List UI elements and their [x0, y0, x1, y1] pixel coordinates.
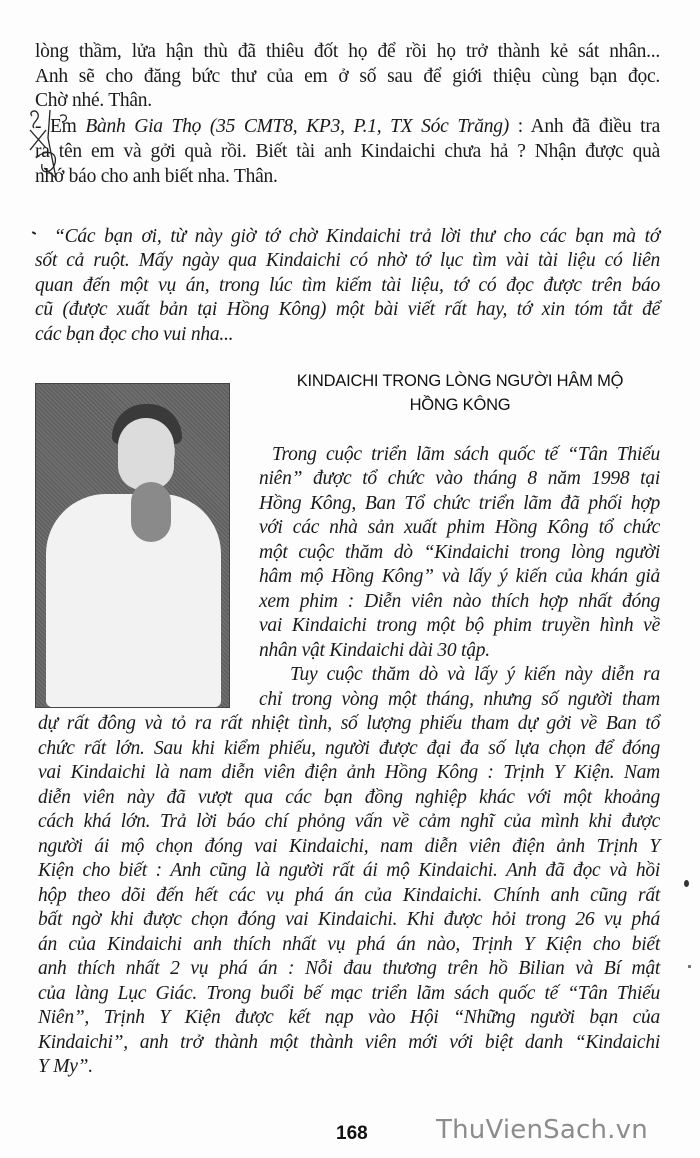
reply-text: : Anh đã điều tra [508, 116, 660, 137]
margin-speck [684, 880, 689, 887]
article-line: anh thích nhất 2 vụ phá án : Nỗi đau thương trên hồ Bilian và Bí mật [38, 958, 660, 979]
article-line: cách khá lớn. Trả lời báo chí phỏng vấn về cảm nghĩ của mình khi được [38, 811, 660, 832]
article-line: chức rất lớn. Sau khi kiểm phiếu, người được đại đa số lựa chọn để đóng [38, 738, 660, 759]
photo-hand [131, 482, 171, 542]
article-column-line: hâm mộ Hồng Kông” và lấy ý kiến của khán giả [259, 566, 660, 587]
article-line: người ái mộ chọn đóng vai Kindaichi, nam diễn viên điện ảnh Trịnh Y [38, 836, 660, 857]
reply-line-2: ra tên em và gởi quà rồi. Biết tài anh Kindaichi chưa hả ? Nhận được quà [35, 141, 660, 162]
editor-note-line: “Các bạn ơi, từ này giờ tớ chờ Kindaichi trả lời thư cho các bạn mà tớ [54, 226, 660, 247]
editor-note-line: sốt cả ruột. Mấy ngày qua Kindaichi có nhờ tớ lục tìm vài tài liệu có liên [35, 250, 660, 271]
article-line: Kindaichi”, anh trở thành một thành viên mới với biệt danh “Kindaichi [38, 1032, 660, 1053]
article-column-line: nhân vật Kindaichi dài 30 tập. [259, 640, 490, 661]
margin-mark-icon [32, 231, 36, 235]
article-column-line: Trong cuộc triển lãm sách quốc tế “Tân Thiếu [272, 444, 660, 465]
article-line: của làng Lục Giác. Trong buổi bế mạc triển lãm sách quốc tế “Tân Thiếu [38, 983, 660, 1004]
editor-note-line: các bạn đọc cho vui nha... [35, 324, 234, 345]
page-number: 168 [336, 1123, 368, 1144]
article-column-line: niên” được tổ chức vào tháng 8 năm 1998 tại [259, 468, 660, 489]
article-column-line: chỉ trong vòng một tháng, nhưng số người tham [259, 689, 660, 710]
photo-face [118, 418, 174, 490]
intro-line: Chờ nhé. Thân. [35, 90, 152, 111]
editor-note-line: cũ (được xuất bản tại Hồng Kông) một bài viết rất hay, tớ xin tóm tắt để [35, 299, 660, 320]
article-line: dự rất đông và tỏ ra rất nhiệt tình, số lượng phiếu tham dự gởi về Ban tổ [38, 713, 660, 734]
reply-line-1 [35, 115, 660, 139]
margin-speck [688, 965, 691, 968]
article-title-line-1: KINDAICHI TRONG LÒNG NGƯỜI HÂM MỘ [296, 372, 624, 390]
watermark: ThuVienSach.vn [436, 1115, 648, 1145]
actor-photo [35, 383, 230, 708]
intro-line: lòng thầm, lửa hận thù đã thiêu đốt họ để rồi họ trở thành kẻ sát nhân... [35, 41, 660, 62]
article-line: bất ngờ khi được chọn đóng vai Kindaichi. Khi được hỏi trong 26 vụ phá [38, 909, 660, 930]
article-column-line: Tuy cuộc thăm dò và lấy ý kiến này diễn ra [290, 664, 660, 685]
article-column-line: vai Kindaichi trong một bộ phim truyền hình về [259, 615, 660, 636]
article-line: Kiện cho biết : Anh cũng là người rất ái mộ Kindaichi. Anh đã đọc và hồi [38, 860, 660, 881]
article-line: hộp theo dõi đến hết các vụ phá án của Kindaichi. Chính anh cũng rất [38, 885, 660, 906]
article-line: vai Kindaichi là nam diễn viên điện ảnh Hồng Kông : Trịnh Y Kiện. Nam [38, 762, 660, 783]
reply-recipient: Bành Gia Thọ (35 CMT8, KP3, P.1, TX Sóc Trăng) [85, 116, 509, 137]
reply-prefix: - Em [35, 116, 86, 137]
article-line: Y My”. [38, 1056, 93, 1077]
article-column-line: Hồng Kông, Ban Tổ chức triển lãm đã phối hợp [259, 493, 660, 514]
article-line: Niên”, Trịnh Y Kiện được kết nạp vào Hội “Những người bạn của [38, 1007, 660, 1028]
article-column-line: với các nhà sản xuất phim Hồng Kông tổ chức [259, 517, 660, 538]
editor-note-line: quan đến một vụ án, trong lúc tìm kiếm tài liệu, tớ có đọc được trên báo [35, 275, 660, 296]
intro-line: Anh sẽ cho đăng bức thư của em ở số sau để giới thiệu cùng bạn đọc. [35, 66, 660, 87]
article-column-line: xem phim : Diễn viên nào thích hợp nhất đóng [259, 591, 660, 612]
article-title-line-2: HỒNG KÔNG [409, 396, 511, 414]
article-line: án của Kindaichi anh thích nhất vụ phá án nào, Trịnh Y Kiện cho biết [38, 934, 660, 955]
article-column-line: một cuộc thăm dò “Kindaichi trong lòng người [259, 542, 660, 563]
article-line: diễn viên này đã vượt qua các bạn đồng nghiệp khác với một khoảng [38, 787, 660, 808]
reply-line-3: nhớ báo cho anh biết nha. Thân. [35, 166, 278, 187]
